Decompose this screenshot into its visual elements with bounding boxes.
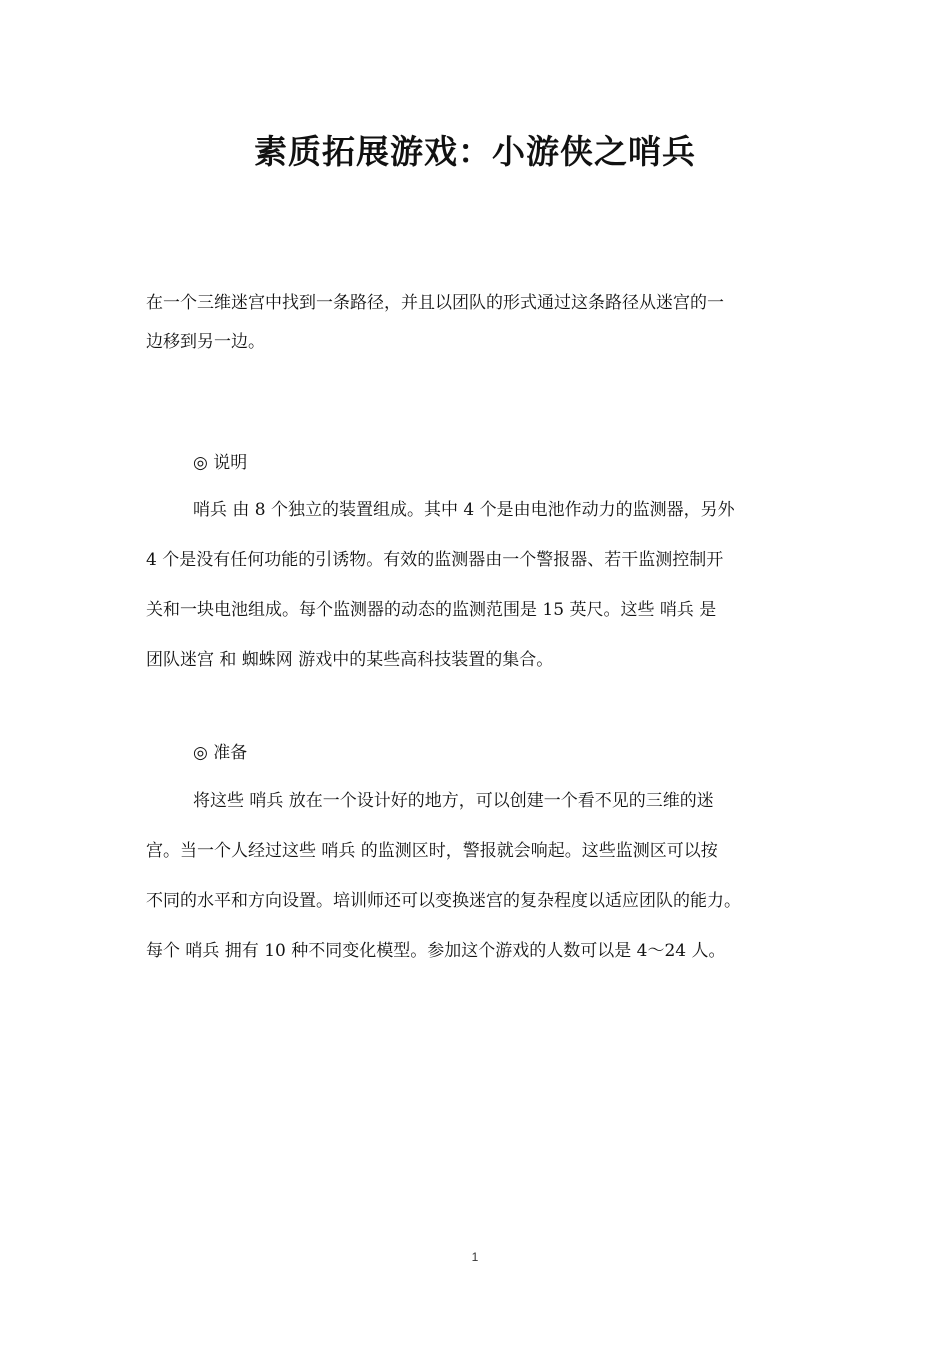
paragraph-line: 宫。当一个人经过这些 哨兵 的监测区时，警报就会响起。这些监测区可以按 (146, 841, 718, 861)
section-heading-description: ◎ 说明 (193, 453, 248, 473)
document-title: 素质拓展游戏：小游侠之哨兵 (254, 132, 696, 171)
intro-line: 边移到另一边。 (146, 332, 265, 352)
paragraph-line: 每个 哨兵 拥有 10 种不同变化模型。参加这个游戏的人数可以是 4～24 人。 (146, 941, 726, 961)
paragraph-line: 4 个是没有任何功能的引诱物。有效的监测器由一个警报器、若干监测控制开 (146, 550, 724, 570)
page-number: 1 (471, 1250, 479, 1264)
paragraph-line: 哨兵 由 8 个独立的装置组成。其中 4 个是由电池作动力的监测器，另外 (193, 500, 735, 520)
paragraph-line: 将这些 哨兵 放在一个设计好的地方，可以创建一个看不见的三维的迷 (193, 791, 714, 811)
paragraph-line: 团队迷宫 和 蜘蛛网 游戏中的某些高科技装置的集合。 (146, 650, 554, 670)
section-heading-preparation: ◎ 准备 (193, 743, 248, 763)
paragraph-line: 不同的水平和方向设置。培训师还可以变换迷宫的复杂程度以适应团队的能力。 (146, 891, 741, 911)
intro-line: 在一个三维迷宫中找到一条路径，并且以团队的形式通过这条路径从迷宫的一 (146, 293, 724, 313)
paragraph-line: 关和一块电池组成。每个监测器的动态的监测范围是 15 英尺。这些 哨兵 是 (146, 600, 717, 620)
